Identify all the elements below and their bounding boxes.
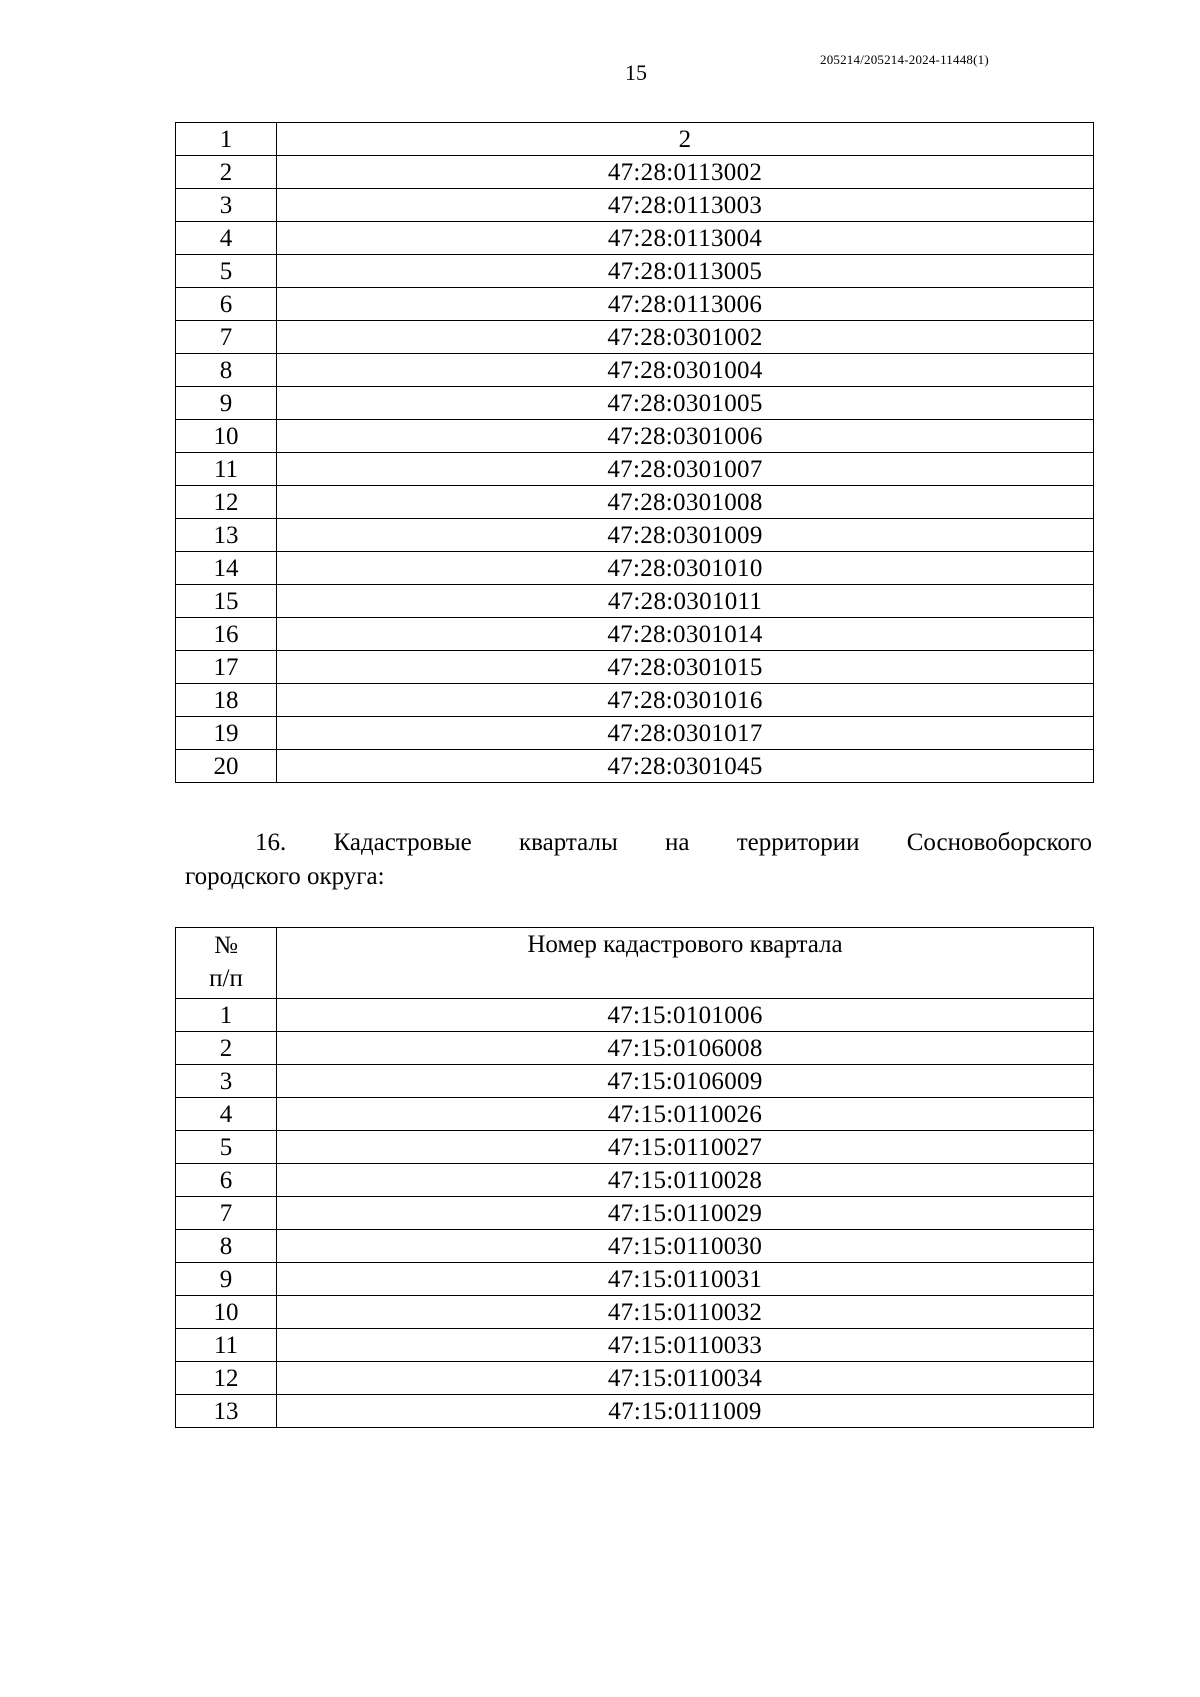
heading-word: территории: [736, 829, 860, 856]
row-number: 10: [176, 1296, 277, 1329]
row-number: 1: [176, 999, 277, 1032]
header-cell-number: [176, 928, 277, 999]
cadastral-quarter-number: 47:15:0101006: [277, 999, 1094, 1032]
cadastral-quarter-number: 47:28:0301006: [277, 420, 1094, 453]
table-row: [176, 717, 1094, 750]
row-number: 2: [176, 156, 277, 189]
cadastral-quarter-number: 47:28:0301004: [277, 354, 1094, 387]
row-number: 19: [176, 717, 277, 750]
table-row: [176, 288, 1094, 321]
cadastral-quarter-number: 47:28:0113004: [277, 222, 1094, 255]
row-number: 5: [176, 1131, 277, 1164]
table-row: [176, 420, 1094, 453]
table-row: [176, 585, 1094, 618]
table-row: [176, 1197, 1094, 1230]
section-heading: [185, 826, 1092, 894]
table-row: [176, 387, 1094, 420]
table-row: [176, 1032, 1094, 1065]
cadastral-quarter-number: 47:28:0301005: [277, 387, 1094, 420]
table-row: [176, 552, 1094, 585]
cadastral-quarter-number: 47:15:0110030: [277, 1230, 1094, 1263]
cadastral-quarter-number: 47:28:0113005: [277, 255, 1094, 288]
row-number: 16: [176, 618, 277, 651]
cadastral-quarter-number: 47:28:0113002: [277, 156, 1094, 189]
cadastral-quarter-number: 47:28:0301009: [277, 519, 1094, 552]
row-number: 13: [176, 519, 277, 552]
table-row: [176, 255, 1094, 288]
table-row: [176, 222, 1094, 255]
cadastral-quarter-number: 47:15:0110034: [277, 1362, 1094, 1395]
table-row: [176, 156, 1094, 189]
row-number: 11: [176, 453, 277, 486]
row-number: 9: [176, 387, 277, 420]
table-header-row: [176, 928, 1094, 999]
column-number-header: 2: [277, 123, 1094, 156]
row-number: 3: [176, 1065, 277, 1098]
section-heading-line: городского округа:: [185, 863, 385, 890]
document-id: 205214/205214-2024-11448(1): [820, 52, 989, 67]
heading-word: 16.: [255, 829, 287, 856]
row-number: 3: [176, 189, 277, 222]
table-row: [176, 1065, 1094, 1098]
row-number: 6: [176, 1164, 277, 1197]
cadastral-table-sosnovy-bor: [175, 927, 1094, 1428]
row-number: 8: [176, 354, 277, 387]
column-number-header: 1: [176, 123, 277, 156]
table-row: [176, 1098, 1094, 1131]
cadastral-quarter-number: 47:28:0301011: [277, 585, 1094, 618]
table-row: [176, 1131, 1094, 1164]
cadastral-quarter-number: 47:15:0110026: [277, 1098, 1094, 1131]
heading-word: Кадастровые: [333, 829, 472, 856]
row-number: 12: [176, 1362, 277, 1395]
cadastral-quarter-number: 47:28:0301016: [277, 684, 1094, 717]
cadastral-quarter-number: 47:28:0301002: [277, 321, 1094, 354]
cadastral-quarter-number: 47:28:0301010: [277, 552, 1094, 585]
table-row: [176, 1230, 1094, 1263]
cadastral-quarter-number: 47:28:0301015: [277, 651, 1094, 684]
row-number: 8: [176, 1230, 277, 1263]
table-row: [176, 321, 1094, 354]
row-number: 7: [176, 1197, 277, 1230]
cadastral-quarter-number: 47:15:0110029: [277, 1197, 1094, 1230]
table-row: [176, 1329, 1094, 1362]
cadastral-quarter-number: 47:15:0106008: [277, 1032, 1094, 1065]
heading-word: Сосновоборского: [906, 829, 1092, 856]
header-cell-quarter: Номер кадастрового квартала: [277, 928, 1094, 999]
cadastral-quarter-number: 47:28:0113006: [277, 288, 1094, 321]
row-number: 12: [176, 486, 277, 519]
table-row: [176, 189, 1094, 222]
cadastral-quarter-number: 47:28:0301008: [277, 486, 1094, 519]
cadastral-quarter-number: 47:28:0301007: [277, 453, 1094, 486]
row-number: 7: [176, 321, 277, 354]
row-number: 9: [176, 1263, 277, 1296]
row-number: 17: [176, 651, 277, 684]
table-row: [176, 618, 1094, 651]
cadastral-quarter-number: 47:15:0110027: [277, 1131, 1094, 1164]
table-row: [176, 1263, 1094, 1296]
table-row: [176, 750, 1094, 783]
cadastral-quarter-number: 47:15:0111009: [277, 1395, 1094, 1428]
row-number: 14: [176, 552, 277, 585]
cadastral-quarter-number: 47:15:0110031: [277, 1263, 1094, 1296]
row-number: 11: [176, 1329, 277, 1362]
row-number: 18: [176, 684, 277, 717]
table-row: [176, 999, 1094, 1032]
cadastral-quarter-number: 47:15:0106009: [277, 1065, 1094, 1098]
cadastral-quarter-number: 47:28:0301045: [277, 750, 1094, 783]
cadastral-quarter-number: 47:15:0110028: [277, 1164, 1094, 1197]
row-number: 6: [176, 288, 277, 321]
header-number-sign: №: [214, 932, 238, 959]
cadastral-table-continued: [175, 122, 1094, 783]
row-number: 2: [176, 1032, 277, 1065]
section-heading-line: [185, 826, 1092, 860]
row-number: 5: [176, 255, 277, 288]
cadastral-quarter-number: 47:28:0301017: [277, 717, 1094, 750]
table-row: [176, 1164, 1094, 1197]
table-row: [176, 486, 1094, 519]
row-number: 15: [176, 585, 277, 618]
page-number: 15: [625, 60, 647, 85]
table-row: [176, 354, 1094, 387]
header-pp: п/п: [209, 964, 243, 992]
table-row: [176, 684, 1094, 717]
row-number: 20: [176, 750, 277, 783]
row-number: 10: [176, 420, 277, 453]
cadastral-quarter-number: 47:15:0110033: [277, 1329, 1094, 1362]
heading-word: кварталы: [519, 829, 618, 856]
table-row: [176, 1395, 1094, 1428]
row-number: 13: [176, 1395, 277, 1428]
cadastral-quarter-number: 47:28:0113003: [277, 189, 1094, 222]
row-number: 4: [176, 1098, 277, 1131]
table-row: [176, 453, 1094, 486]
heading-word: на: [665, 829, 690, 856]
table-row: [176, 651, 1094, 684]
cadastral-quarter-number: 47:15:0110032: [277, 1296, 1094, 1329]
table-row: [176, 1362, 1094, 1395]
table-row: [176, 519, 1094, 552]
row-number: 4: [176, 222, 277, 255]
cadastral-quarter-number: 47:28:0301014: [277, 618, 1094, 651]
table-header-row: [176, 123, 1094, 156]
table-row: [176, 1296, 1094, 1329]
